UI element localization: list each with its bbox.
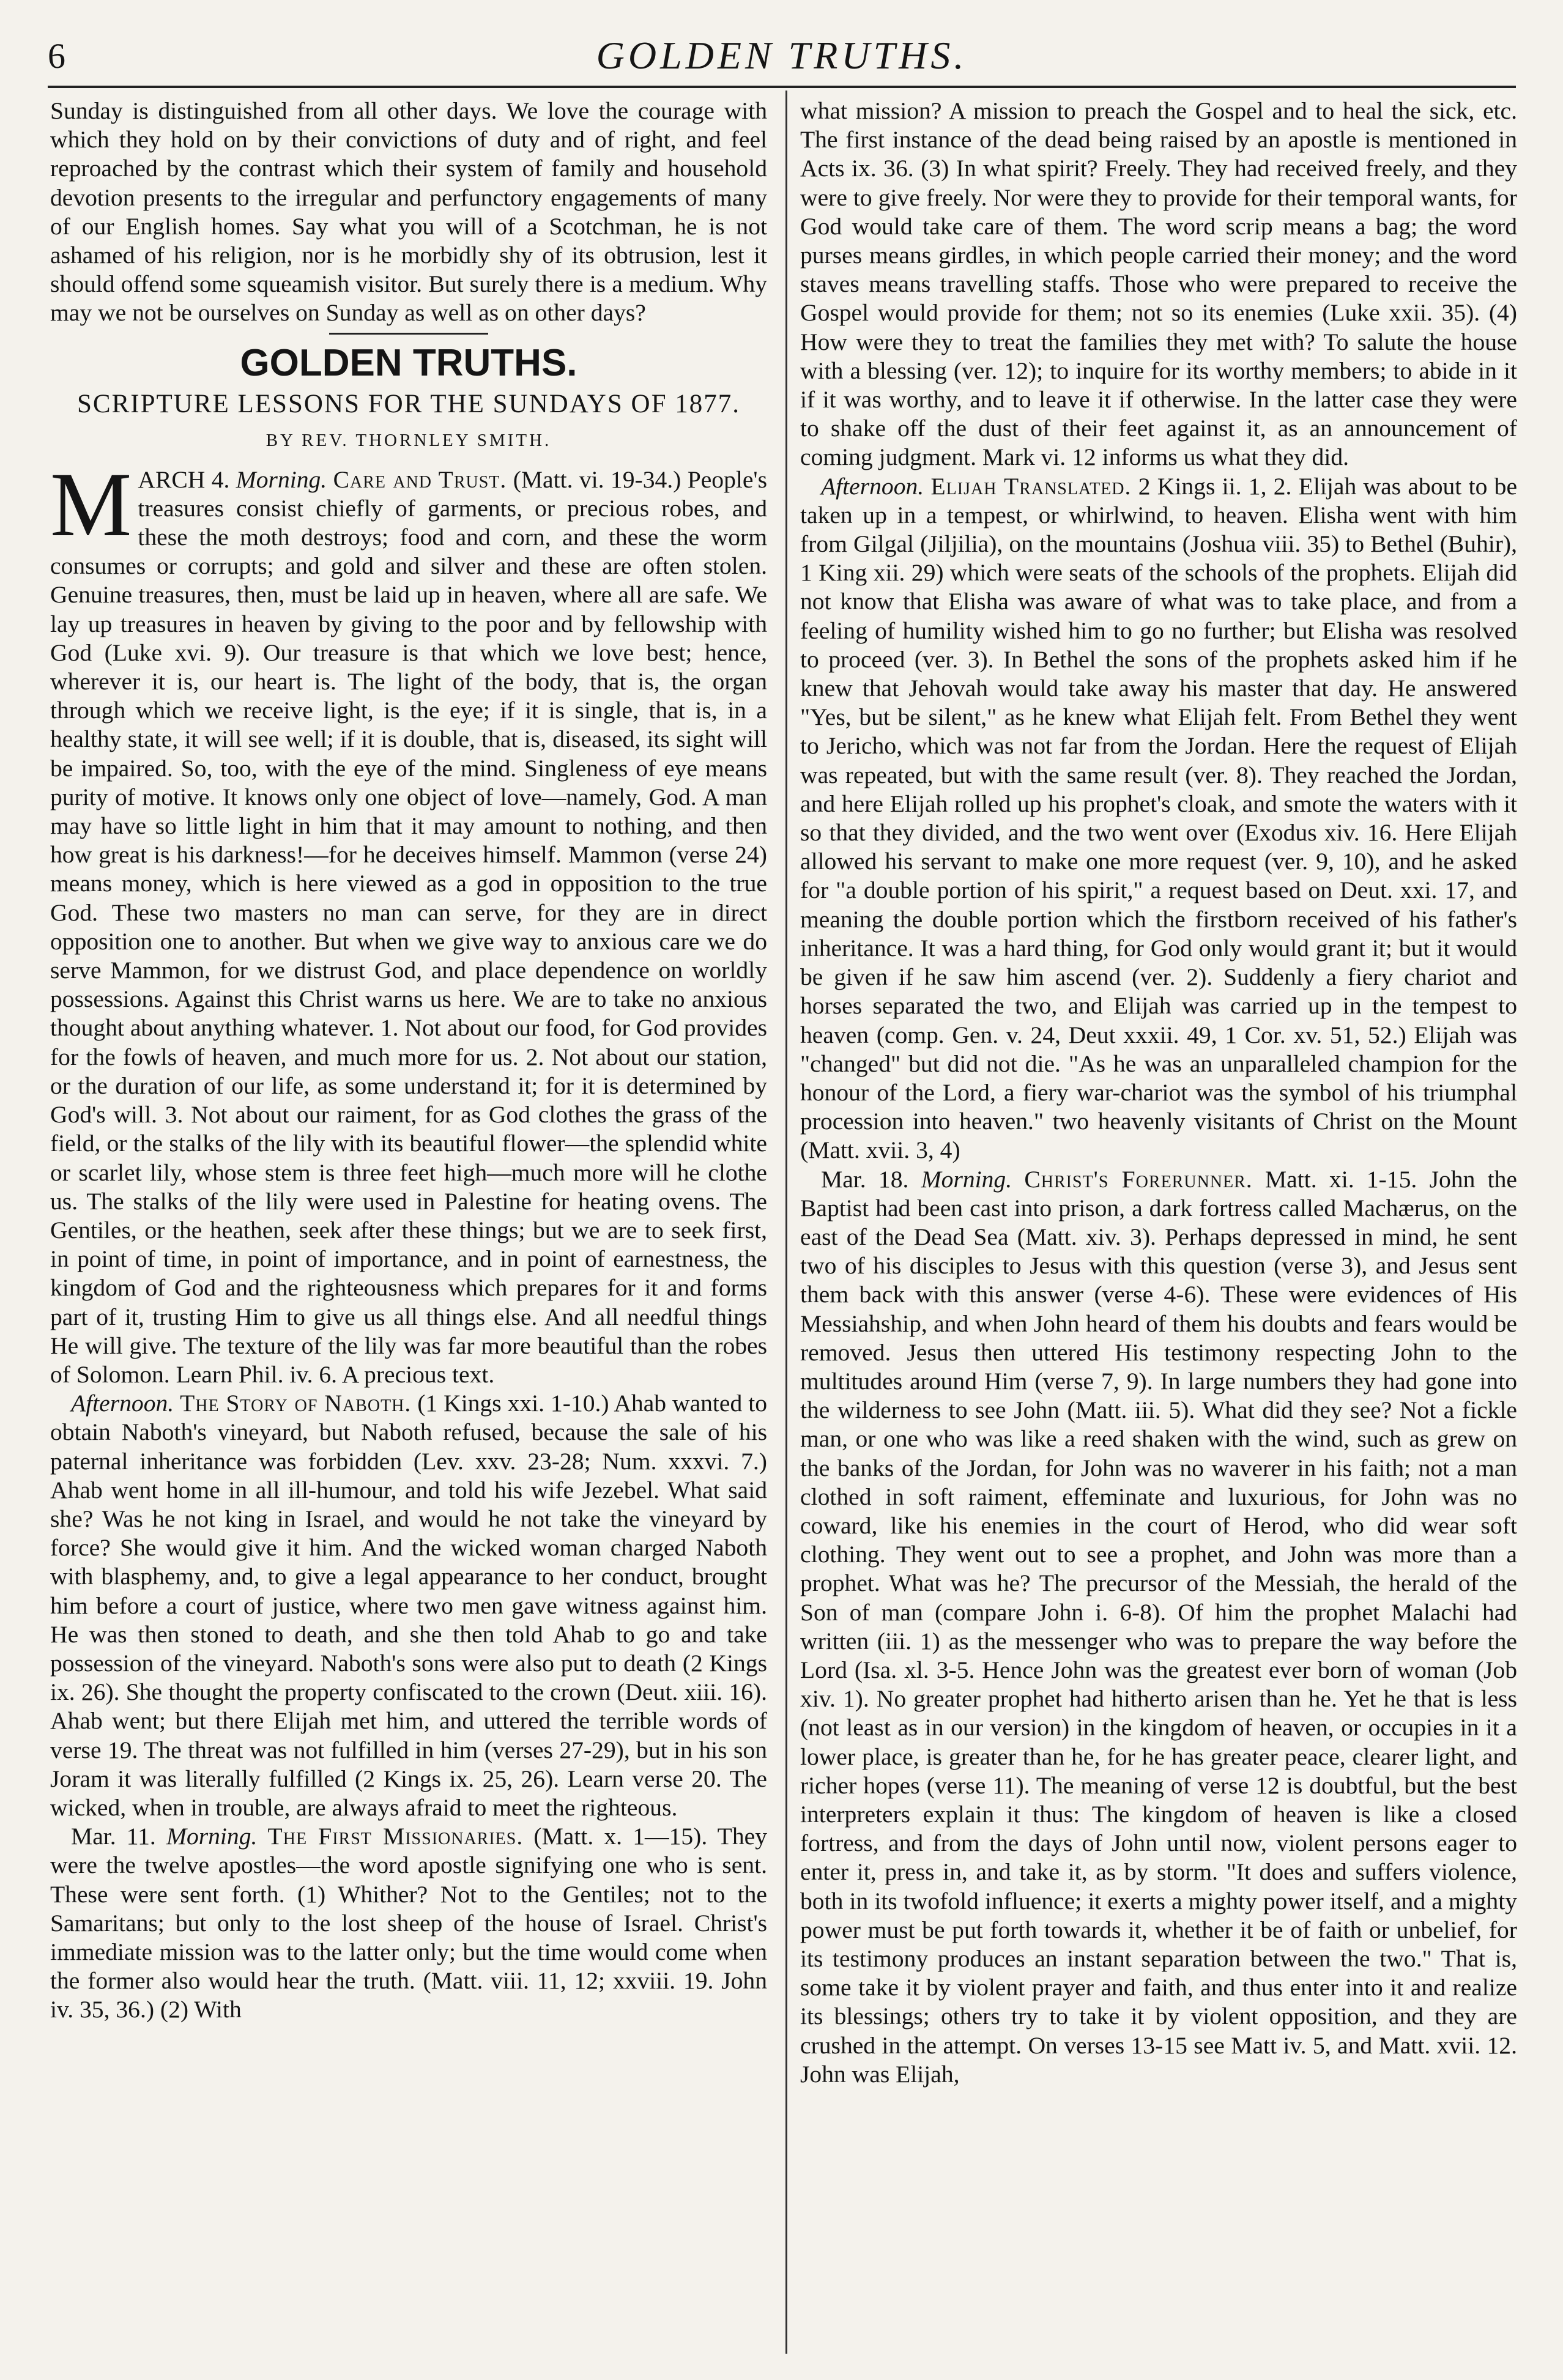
lesson-march-18	[800, 1165, 1517, 2089]
running-title: GOLDEN TRUTHS.	[596, 34, 968, 77]
lesson-title: The Story of Naboth.	[180, 1390, 412, 1417]
lesson-march-4	[50, 453, 767, 1390]
lesson-time-label: Afternoon.	[821, 472, 924, 500]
lesson-body: 2 Kings ii. 1, 2. Elijah was about to be taken up in a tempest, or whirlwind, to heaven. Elisha went with him from Gilgal (Jiljilia), on the mountains (Joshua viii. 35) to Bethel (Buhir), 1 King xii. 29) which were seats of the schools of the prophets. Elijah did not know that Elisha was aware of what was to take place, and from a feeling of humility wished him to go no further; but Elisha was resolved to proceed (ver. 3). In Bethel the sons of the prophets asked him if he knew that Jehovah would take away his master that day. He answered "Yes, but be silent," as he knew what Elijah felt. From Bethel they went to Jericho, which was not far from the Jordan. Here the request of Elijah was repeated, but with the same result (ver. 8). They reached the Jordan, and here Elijah rolled up his prophet's cloak, and smote the waters with it so that they divided, and the two went over (Exodus xiv. 16. Here Elijah allowed his servant to make one more request (ver. 9, 10), and he asked for "a double portion of his spirit," a request based on Deut. xxi. 17, and meaning the double portion which the firstborn received of his father's inheritance. It was a hard thing, for God only would grant it; but it would be given if he saw him ascend (ver. 2). Suddenly a fiery chariot and horses separated the two, and Elijah was carried up in the tempest to heaven (comp. Gen. v. 24, Deut xxxii. 49, 1 Cor. xv. 51, 52.) Elijah was "changed" but did not die. "As he was an unparalleled champion for the honour of the Lord, a fiery war-chariot was the symbol of his triumphal procession into heaven." two heavenly visitants of Christ on the Mount (Matt. xvii. 3, 4)	[800, 472, 1518, 1164]
drop-cap: M	[50, 453, 132, 555]
column-divider	[785, 91, 787, 2354]
right-column	[800, 97, 1517, 2089]
lesson-title: The First Missionaries.	[267, 1823, 524, 1850]
lesson-march-11	[50, 1822, 767, 2024]
intro-paragraph: Sunday is distinguished from all other days. We love the courage with which they hold on by their convictions of duty and of right, and feel reproached by the contrast which their system of family and household devotion presents to the irregular and perfunctory engagements of many of our English homes. Say what you will of a Scotchman, he is not ashamed of his religion, nor is he morbidly shy of its obtrusion, lest it should offend some squeamish visitor. But surely there is a medium. Why may we not be ourselves on Sunday as well as on other days?	[50, 97, 767, 327]
article-byline: BY REV. THORNLEY SMITH.	[265, 430, 552, 450]
lesson-date: Mar. 11.	[71, 1823, 156, 1850]
lesson-body: (1 Kings xxi. 1-10.) Ahab wanted to obtain Naboth's vineyard, but Naboth refused, because the sale of his paternal inheritance was forbidden (Lev. xxv. 23-28; Num. xxxvi. 7.) Ahab went home in all ill-humour, and told his wife Jezebel. What said she? Was he not king in Israel, and would he not take the vineyard by force? She would give it him. And the wicked woman charged Naboth with blasphemy, and, to give a legal appearance to her conduct, brought him before a court of justice, where two men gave witness against him. He was then stoned to death, and she then told Ahab to go and take possession of the vineyard. Naboth's sons were also put to death (2 Kings ix. 26). She thought the property confiscated to the crown (Deut. xiii. 16). Ahab went; but there Elijah met him, and uttered the terrible words of verse 19. The threat was not fulfilled in him (verses 27-29), but in his son Joram it was literally fulfilled (2 Kings ix. 25, 26). Learn verse 20. The wicked, when in trouble, are always afraid to meet the righteous.	[50, 1390, 767, 1821]
lesson-date: Mar. 18.	[821, 1165, 909, 1193]
missionaries-continued: what mission? A mission to preach the Gospel and to heal the sick, etc. The first instance of the dead being raised by an apostle is mentioned in Acts ix. 36. (3) In what spirit? Freely. They had received freely, and they were to give freely. Nor were they to provide for their temporal wants, for God would take care of them. The word scrip means a bag; the word purses means girdles, in which people carried their money; and the word staves means travelling staffs. Those who were prepared to receive the Gospel would provide for them; not so its enemies (Luke xxii. 35). (4) How were they to treat the families they met with? To salute the house with a blessing (ver. 12); to inquire for its worthy members; to abide in it if it was worthy, and to leave it if otherwise. In the latter case they were to shake off the dust of their feet against it, as an announcement of coming judgment. Mark vi. 12 informs us what they did.	[800, 97, 1517, 471]
section-rule	[329, 333, 488, 335]
lesson-time-label: Morning.	[236, 465, 327, 493]
header-rule	[48, 86, 1516, 88]
lesson-time-label: Afternoon.	[71, 1390, 174, 1417]
lesson-naboth	[50, 1389, 767, 1822]
lesson-time-label: Morning.	[166, 1823, 258, 1850]
page-number: 6	[48, 36, 65, 76]
article-headline: GOLDEN TRUTHS.	[240, 341, 577, 384]
lesson-title: Elijah Translated.	[930, 472, 1132, 500]
running-head	[48, 33, 1516, 88]
lesson-title: Care and Trust.	[333, 465, 507, 493]
lesson-body: (Matt. vi. 19-34.) People's treasures consist chiefly of garments, or precious robes, and these the moth destroys; food and corn, and these the worm consumes or corrupts; and gold and silver and these are often stolen. Genuine treasures, then, must be laid up in heaven, where all are safe. We lay up treasures in heaven by giving to the poor and by fellowship with God (Luke xvi. 9). Our treasure is that which we love best; hence, wherever it is, our heart is. The light of the body, that is, the organ through which we receive light, is the eye; if it is single, that is, in a healthy state, it will see well; if it is double, that is, diseased, its sight will be impaired. So, too, with the eye of the mind. Singleness of eye means purity of motive. It knows only one object of love—namely, God. A man may have so little light in him that it may amount to nothing, and then how great is his darkness!—for he deceives himself. Mammon (verse 24) means money, which is here viewed as a god in opposition to the true God. These two masters no man can serve, for they are in direct opposition one to another. But when we give way to anxious care we do serve Mammon, for we distrust God, and place dependence on worldly possessions. Against this Christ warns us here. We are to take no anxious thought about anything whatever. 1. Not about our food, for God provides for the fowls of heaven, and much more for us. 2. Not about our station, or the duration of our life, as some understand it; for it is determined by God's will. 3. Not about our raiment, for as God clothes the grass of the field, or the stalks of the lily with its beautiful flower—the splendid white or scarlet lily, whose stem is three feet high—much more will he clothe us. The stalks of the lily were used in Palestine for heating ovens. The Gentiles, or the heathen, seek after these things; but we are to seek first, in point of time, in point of importance, and in point of earnestness, the kingdom of God and the righteousness which prepares for it and forms part of it, trusting Him to give us all things else. And all needful things He will give. The texture of the lily was far more beautiful than the robes of Solomon. Learn Phil. iv. 6. A precious text.	[50, 465, 767, 1388]
lesson-body: Matt. xi. 1-15. John the Baptist had been cast into prison, a dark fortress called Machærus, on the east of the Dead Sea (Matt. xiv. 3). Perhaps depressed in mind, he sent two of his disciples to Jesus with this question (verse 3), and Jesus sent them back with this answer (verse 4-6). These were evidences of His Messiahship, and when John heard of them his doubts and fears would be removed. Jesus then uttered His testimony respecting John to the multitudes around Him (verse 7, 9). In large numbers they had gone into the wilderness to see John (Matt. iii. 5). What did they see? Not a fickle man, or one who was like a reed shaken with the wind, such as grew on the banks of the Jordan, for John was no waverer in his faith; not a man clothed in soft raiment, effeminate and luxurious, for John was no coward, like his enemies in the court of Herod, who did wear soft clothing. They went out to see a prophet, and John was more than a prophet. What was he? The precursor of the Messiah, the herald of the Son of man (compare John i. 6-8). Of him the prophet Malachi had written (iii. 1) as the messenger who was to prepare the way before the Lord (Isa. xl. 3-5. Hence John was the greatest ever born of woman (Job xiv. 1). No greater prophet had hitherto arisen than he. Yet he that is less (not least as in our version) in the kingdom of heaven, or occupies in it a lower place, is greater than he, for he has greater peace, clearer light, and richer hopes (verse 11). The meaning of verse 12 is doubtful, but the best interpreters explain it thus: The kingdom of heaven is like a closed fortress, and from the days of John until now, violent persons eager to enter it, press in, and take it, as by storm. "It does and suffers violence, both in its twofold influence; it exerts a mighty power itself, and a mighty power must be put forth towards it, whether it be of faith or unbelief, for its testimony produces an instant separation between the two." That is, some take it by violent prayer and faith, and thus enter into it and realize its blessings; others try to take it by violent opposition, and they are crushed in the attempt. On verses 13-15 see Matt iv. 5, and Matt. xvii. 12. John was Elijah,	[800, 1165, 1517, 2088]
lesson-date: ARCH 4.	[138, 465, 230, 493]
left-column	[50, 97, 767, 2025]
lesson-title: Christ's Forerunner.	[1024, 1165, 1253, 1193]
lesson-time-label: Morning.	[921, 1165, 1012, 1193]
article-subtitle: SCRIPTURE LESSONS FOR THE SUNDAYS OF 1877.	[77, 389, 740, 418]
lesson-body: (Matt. x. 1—15). They were the twelve apostles—the word apostle signifying one who is sent. These were sent forth. (1) Whither? Not to the Gentiles; not to the Samaritans; but only to the lost sheep of the house of Israel. Christ's immediate mission was to the latter only; but the time would come when the former also would hear the truth. (Matt. viii. 11, 12; xxviii. 19. John iv. 35, 36.) (2) With	[50, 1823, 767, 2023]
lesson-elijah	[800, 472, 1517, 1165]
